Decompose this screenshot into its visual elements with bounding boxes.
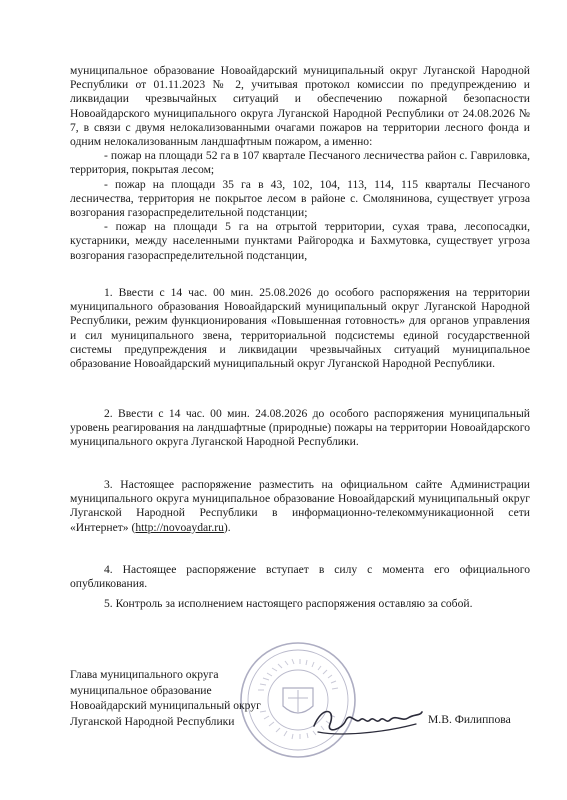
website-link[interactable]: http://novoaydar.ru bbox=[135, 520, 224, 534]
fire-bullet-2: - пожар на площади 35 га в 43, 102, 104, 113, 114, 115 кварталы Песчаного лесничества, территория не покрытое лесом в районе с. Смолянинова, существует угроза возгорания газораспределительной подстанции; bbox=[70, 177, 530, 220]
signer-name: М.В. Филиппова bbox=[428, 713, 511, 726]
intro-paragraph: муниципальное образование Новоайдарский муниципальный округ Луганской Народной Республики от 01.11.2023 № 2, учитывая протокол комиссии по предупреждению и ликвидации чрезвычайных ситуаций и обеспечению пожарной безопасности Новоайдарского муниципального округа Луганской Народной Республики от 24.08.2026 № 7, в связи с двумя нелокализованными очагами пожаров на территории лесного фонда и одним нелокализованным ландшафтным пожаром, а именно: bbox=[70, 64, 530, 149]
order-item-3-end: ). bbox=[223, 520, 231, 534]
fire-bullet-3: - пожар на площади 5 га на отрытой территории, сухая трава, лесопосадки, кустарники, между населенными пунктами Райгородка и Бахмутовка, существует угроза возгорания газораспределительной подстанции, bbox=[70, 220, 530, 262]
signatory-title-line-4: Луганской Народной Республики bbox=[70, 714, 235, 728]
fire-bullet-1: - пожар на площади 52 га в 107 квартале Песчаного лесничества район с. Гавриловка, территория, покрытая лесом; bbox=[70, 149, 530, 177]
signatory-title-line-2: муниципальное образование bbox=[70, 683, 212, 697]
order-item-3-text: 3. Настоящее распоряжение разместить на официальном сайте Администрации муниципального округа муниципальное образование Новоайдарский муниципальный округ Луганской Народной Республики в информационно-телекоммуникационной сети «Интернет» ( bbox=[70, 478, 530, 534]
order-item-1: 1. Ввести с 14 час. 00 мин. 25.08.2026 до особого распоряжения на территории муниципального образования Новоайдарский муниципальный округ Луганской Народной Республики, режим функционирования «Повышенная готовность» для органов управления и сил муниципального звена, территориальной подсистемы единой государственной системы предупреждения и ликвидации чрезвычайных ситуаций муниципальное образование Новоайдарский муниципальный округ Луганской Народной Республики. bbox=[70, 286, 530, 371]
signatory-title bbox=[70, 667, 261, 729]
handwritten-signature bbox=[308, 694, 426, 744]
order-item-2: 2. Ввести с 14 час. 00 мин. 24.08.2026 до особого распоряжения муниципальный уровень реагирования на ландшафтные (природные) пожары на территории Новоайдарского муниципального округа Луганской Народной Республики. bbox=[70, 407, 530, 449]
order-item-5: 5. Контроль за исполнением настоящего распоряжения оставляю за собой. bbox=[104, 597, 473, 610]
order-item-3 bbox=[70, 478, 530, 535]
intro-block bbox=[70, 64, 530, 263]
signatory-title-line-1: Глава муниципального округа bbox=[70, 668, 219, 681]
signatory-title-line-3: Новоайдарский муниципальный округ bbox=[70, 699, 261, 712]
order-item-4: 4. Настоящее распоряжение вступает в силу с момента его официального опубликования. bbox=[70, 563, 530, 591]
